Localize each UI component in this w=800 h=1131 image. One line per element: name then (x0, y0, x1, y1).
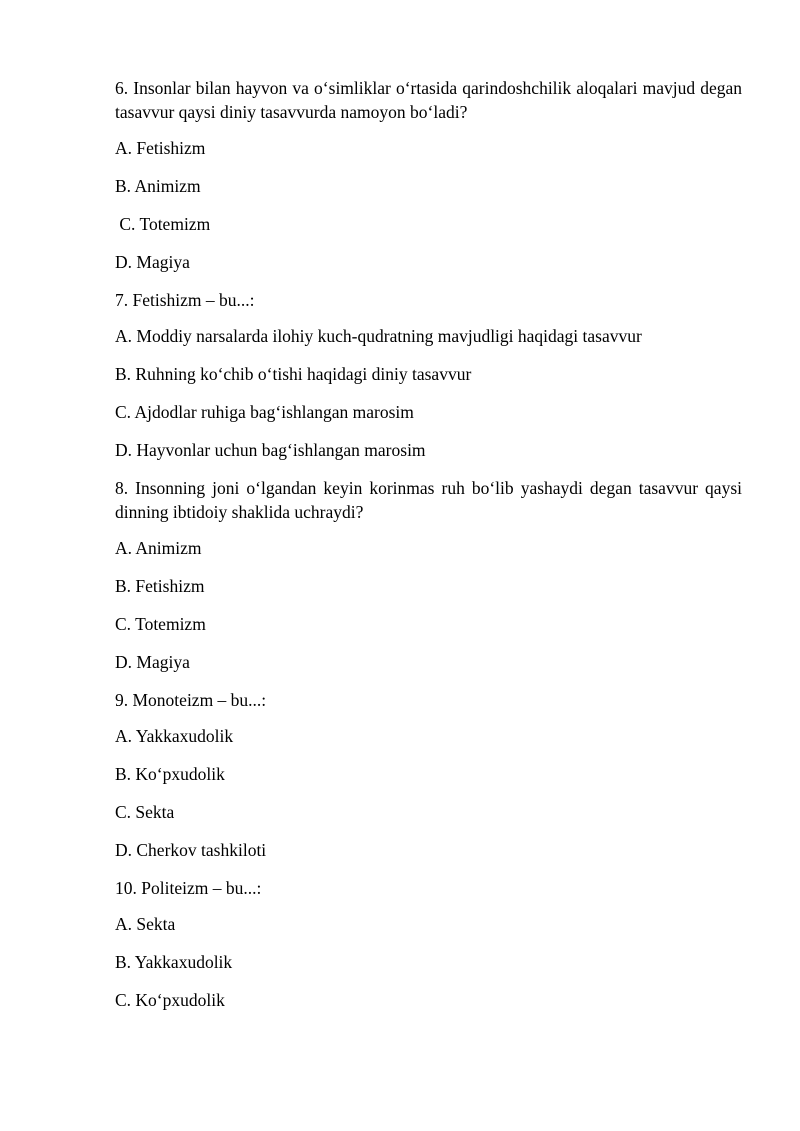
option-d: D. Hayvonlar uchun bag‘ishlangan marosim (115, 440, 426, 460)
option-b: B. Ruhning ko‘chib o‘tishi haqidagi diniy tasavvur (115, 364, 472, 384)
option-d: D. Cherkov tashkiloti (115, 840, 267, 860)
option-c: C. Ko‘pxudolik (115, 990, 225, 1010)
question-8 (115, 476, 742, 674)
option-c: C. Sekta (115, 802, 175, 822)
option-a: A. Yakkaxudolik (115, 726, 234, 746)
question-text: 9. Monoteizm – bu...: (115, 690, 267, 710)
option-a: A. Animizm (115, 538, 202, 558)
option-d: D. Magiya (115, 252, 190, 272)
question-text: 8. Insonning joni o‘lgandan keyin korinmas ruh bo‘lib yashaydi degan tasavvur qaysi dinning ibtidoiy shaklida uchraydi? (115, 478, 742, 522)
option-c: C. Totemizm (115, 614, 206, 634)
document-page (115, 76, 742, 1026)
question-6 (115, 76, 742, 274)
option-a: A. Fetishizm (115, 138, 206, 158)
option-d: D. Magiya (115, 652, 190, 672)
question-text: 7. Fetishizm – bu...: (115, 290, 255, 310)
option-a: A. Moddiy narsalarda ilohiy kuch-qudratning mavjudligi haqidagi tasavvur (115, 326, 642, 346)
option-b: B. Animizm (115, 176, 201, 196)
question-text: 10. Politeizm – bu...: (115, 878, 262, 898)
question-9 (115, 688, 742, 862)
question-text: 6. Insonlar bilan hayvon va o‘simliklar o‘rtasida qarindoshchilik aloqalari mavjud degan tasavvur qaysi diniy tasavvurda namoyon bo‘ladi? (115, 78, 742, 122)
option-c: C. Totemizm (115, 214, 211, 234)
question-10 (115, 876, 742, 1012)
option-b: B. Ko‘pxudolik (115, 764, 225, 784)
option-c: C. Ajdodlar ruhiga bag‘ishlangan marosim (115, 402, 414, 422)
option-b: B. Yakkaxudolik (115, 952, 233, 972)
option-b: B. Fetishizm (115, 576, 205, 596)
option-a: A. Sekta (115, 914, 176, 934)
question-7 (115, 288, 742, 462)
